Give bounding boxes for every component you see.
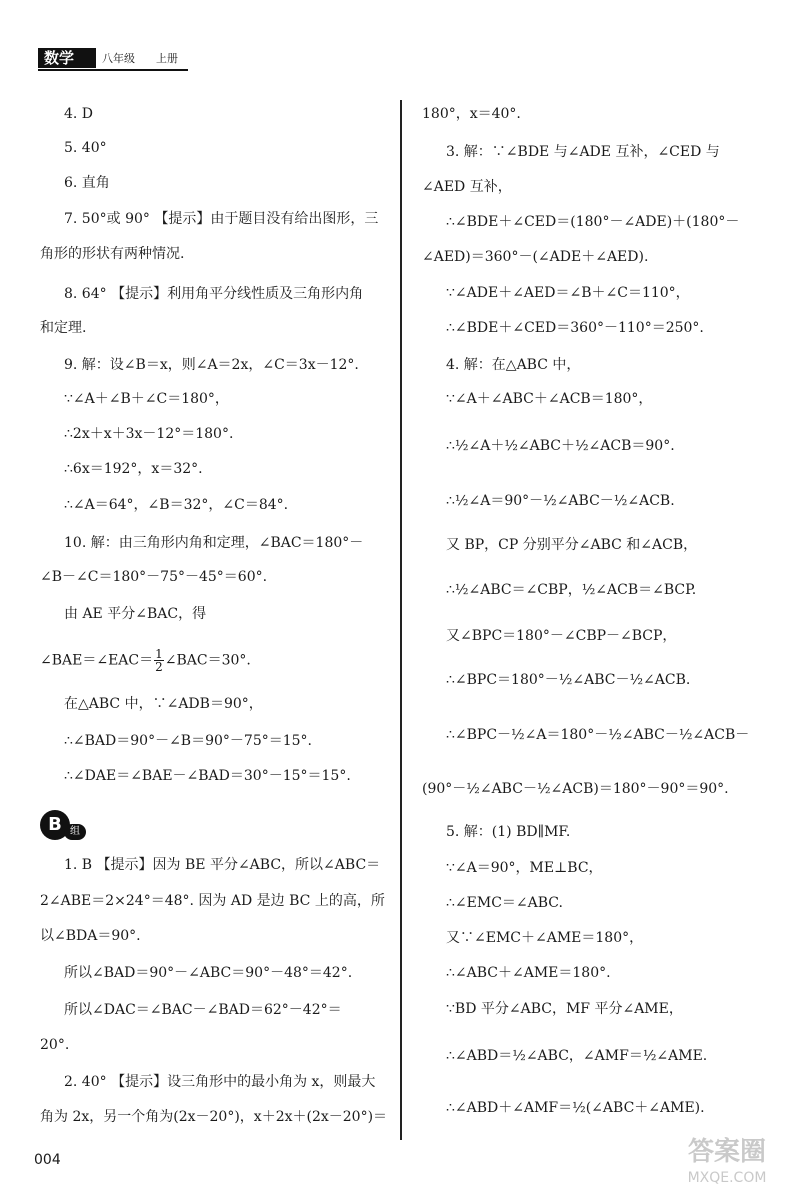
answer-line: ∵∠ADE＋∠AED＝∠B＋∠C＝110°，: [446, 285, 690, 301]
answer-line: 所以∠DAC＝∠BAC－∠BAD＝62°－42°＝: [64, 1002, 342, 1018]
answer-line: ∴½∠A＋½∠ABC＋½∠ACB＝90°.: [446, 438, 675, 454]
answer-line: ∴∠BDE＋∠CED＝360°－110°＝250°.: [446, 320, 704, 336]
answer-line: 1. B 【提示】因为 BE 平分∠ABC，所以∠ABC＝: [64, 857, 381, 873]
answer-line: 20°.: [40, 1037, 70, 1053]
answer-line: ∠AED 互补，: [422, 179, 512, 195]
answer-line: 在△ABC 中，∵∠ADB＝90°，: [64, 696, 263, 712]
page-number: 004: [34, 1152, 61, 1168]
answer-line: 角形的形状有两种情况.: [40, 246, 185, 262]
answer-line: ∴∠DAE＝∠BAE－∠BAD＝30°－15°＝15°.: [64, 768, 351, 784]
answer-line: ∴∠BDE＋∠CED＝(180°－∠ADE)＋(180°－: [446, 214, 740, 230]
answer-line: 又∵∠EMC＋∠AME＝180°，: [446, 930, 644, 946]
answer-line: ∠B－∠C＝180°－75°－45°＝60°.: [40, 569, 268, 585]
grade-label: 八年级: [102, 52, 135, 65]
answer-line: ∴∠BAD＝90°－∠B＝90°－75°＝15°.: [64, 733, 312, 749]
answer-line: (90°－½∠ABC－½∠ACB)＝180°－90°＝90°.: [422, 781, 729, 797]
answer-line: 180°，x＝40°.: [422, 106, 521, 122]
answer-line: ∴½∠A＝90°－½∠ABC－½∠ACB.: [446, 493, 675, 509]
page-header: [38, 44, 338, 70]
subject-badge: 数学: [38, 48, 96, 68]
answer-line: 2. 40° 【提示】设三角形中的最小角为 x，则最大: [64, 1074, 376, 1090]
answer-line: ∴∠BPC－½∠A＝180°－½∠ABC－½∠ACB－: [446, 727, 750, 743]
answer-line: ∴∠A＝64°，∠B＝32°，∠C＝84°.: [64, 497, 289, 513]
answer-line: ∴∠EMC＝∠ABC.: [446, 895, 563, 911]
fraction: $\frac{1}{2}$: [155, 647, 163, 674]
header-rule: [38, 69, 188, 71]
answer-line: ∵BD 平分∠ABC，MF 平分∠AME，: [446, 1001, 683, 1017]
answer-line: 和定理.: [40, 320, 87, 336]
answer-line: ∵∠A＋∠ABC＋∠ACB＝180°，: [446, 391, 653, 407]
answer-line: 又∠BPC＝180°－∠CBP－∠BCP，: [446, 628, 677, 644]
answer-line: ∴∠ABD＝½∠ABC，∠AMF＝½∠AME.: [446, 1048, 708, 1064]
answer-line: ∵∠A＋∠B＋∠C＝180°，: [64, 391, 229, 407]
answer-line: ∴½∠ABC＝∠CBP，½∠ACB＝∠BCP.: [446, 582, 697, 598]
answer-line: 10. 解：由三角形内角和定理，∠BAC＝180°－: [64, 535, 364, 551]
answer-line: 角为 2x，另一个角为(2x－20°)，x＋2x＋(2x－20°)＝: [40, 1109, 388, 1125]
column-divider: [400, 100, 402, 1140]
answer-line: ∠AED)＝360°－(∠ADE＋∠AED).: [422, 249, 649, 265]
answer-line: ∴∠ABD＋∠AMF＝½(∠ABC＋∠AME).: [446, 1100, 705, 1116]
answer-line: ∴2x＋x＋3x－12°＝180°.: [64, 426, 234, 442]
answer-line: 2∠ABE＝2×24°＝48°. 因为 AD 是边 BC 上的高，所: [40, 893, 385, 909]
answer-line: 5. 40°: [64, 140, 107, 156]
answer-line: 4. 解：在△ABC 中，: [446, 357, 581, 373]
answer-line: ∴∠ABC＋∠AME＝180°.: [446, 965, 611, 981]
answer-line: 4. D: [64, 106, 94, 122]
answer-line: 7. 50°或 90° 【提示】由于题目没有给出图形，三: [64, 211, 379, 227]
answer-line: 9. 解：设∠B＝x，则∠A＝2x，∠C＝3x－12°.: [64, 357, 359, 373]
answer-line: 所以∠BAD＝90°－∠ABC＝90°－48°＝42°.: [64, 965, 353, 981]
answer-line: ∠BAE＝∠EAC＝ $\frac{1}{2}$ ∠BAC＝30°.: [40, 647, 251, 674]
answer-line: 5. 解：(1) BD∥MF.: [446, 824, 571, 840]
answer-line: ∵∠A＝90°，ME⊥BC，: [446, 860, 603, 876]
answer-line: 6. 直角: [64, 175, 110, 191]
group-b-badge: B 组: [40, 810, 86, 840]
answer-line: ∴∠BPC＝180°－½∠ABC－½∠ACB.: [446, 672, 691, 688]
answer-line: 由 AE 平分∠BAC，得: [64, 606, 207, 622]
answer-line: ∴6x＝192°，x＝32°.: [64, 461, 203, 477]
term-label: 上册: [156, 52, 178, 65]
watermark: 答案圈 MXQE.COM: [687, 1137, 767, 1186]
answer-line: 以∠BDA＝90°.: [40, 928, 141, 944]
answer-line: 8. 64° 【提示】利用角平分线性质及三角形内角: [64, 286, 364, 302]
answer-line: 3. 解：∵∠BDE 与∠ADE 互补，∠CED 与: [446, 144, 720, 160]
answer-line: 又 BP，CP 分别平分∠ABC 和∠ACB，: [446, 537, 698, 553]
